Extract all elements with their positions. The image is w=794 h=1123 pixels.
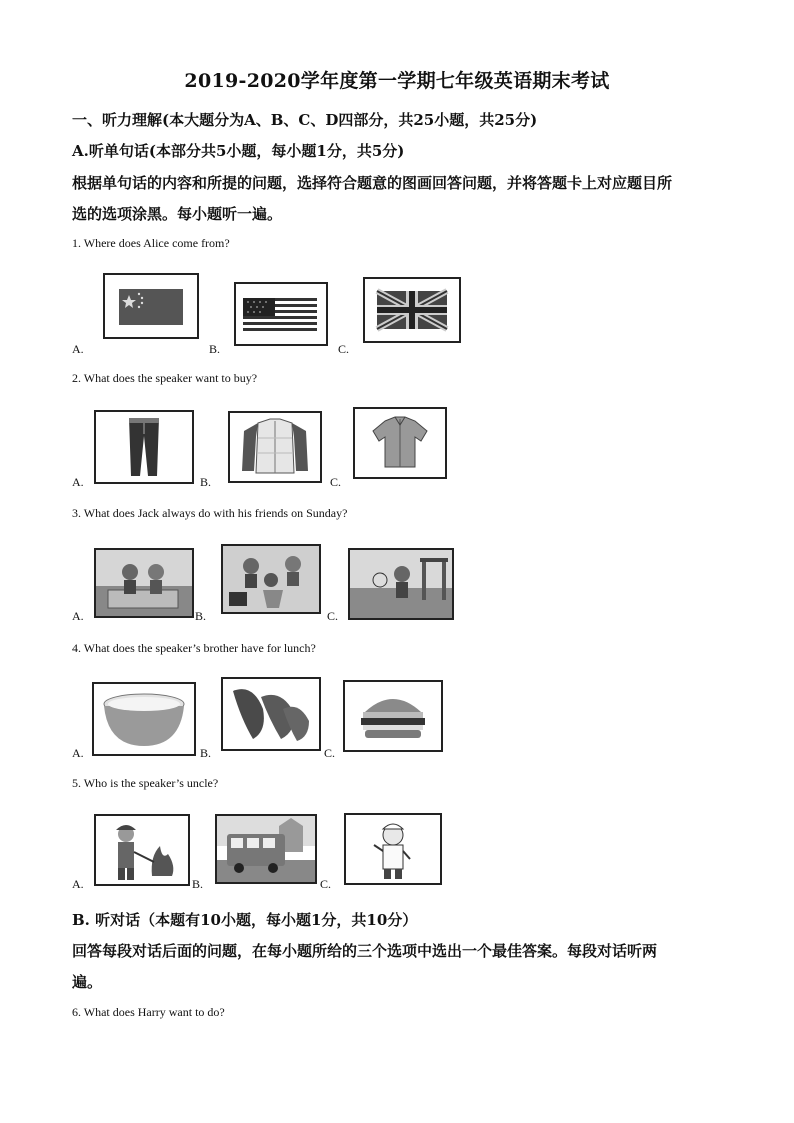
- option-a-label: A.: [72, 609, 84, 623]
- option-b-label: B.: [195, 609, 207, 623]
- bus-icon[interactable]: [215, 814, 317, 884]
- part-heading: 一、听力理解(本大题分为A、B、C、D四部分，共25小题，共25分): [72, 111, 538, 129]
- option-a-label: A.: [72, 746, 84, 760]
- question-6: 6. What does Harry want to do?: [72, 1005, 225, 1019]
- option-c-label: C.: [330, 475, 342, 489]
- question-1: 1. Where does Alice come from?: [72, 236, 230, 250]
- question-3: 3. What does Jack always do with his friends on Sunday?: [72, 506, 348, 520]
- trousers-icon[interactable]: [94, 410, 194, 484]
- option-c-label: C.: [324, 746, 336, 760]
- playground-icon[interactable]: [348, 548, 454, 620]
- option-b-label: B.: [200, 746, 212, 760]
- picnic-icon[interactable]: [94, 548, 194, 618]
- option-b-label: B.: [200, 475, 212, 489]
- uk-flag-icon[interactable]: [363, 277, 461, 343]
- page-title: 2019-2020学年度第一学期七年级英语期末考试: [184, 70, 610, 92]
- section-a-instruction-cont: 选的选项涂黑。每小题听一遍。: [72, 205, 283, 223]
- question-4: 4. What does the speaker’s brother have for lunch?: [72, 641, 316, 655]
- hamburger-icon[interactable]: [343, 680, 443, 752]
- option-b-label: B.: [209, 342, 221, 356]
- option-a-label: A.: [72, 342, 84, 356]
- usa-flag-icon[interactable]: [234, 282, 328, 346]
- section-a-instruction: 根据单句话的内容和所提的问题，选择符合题意的图画回答问题，并将答题卡上对应题目所: [72, 174, 673, 192]
- party-icon[interactable]: [221, 544, 321, 614]
- section-b-instruction: 回答每段对话后面的问题，在每小题所给的三个选项中选出一个最佳答案。每段对话听两: [72, 942, 658, 960]
- option-c-label: C.: [320, 877, 332, 891]
- china-flag-icon[interactable]: [103, 273, 199, 339]
- firefighter-icon[interactable]: [94, 814, 190, 886]
- option-c-label: C.: [338, 342, 350, 356]
- option-c-label: C.: [327, 609, 339, 623]
- doctor-icon[interactable]: [344, 813, 442, 885]
- chicken-wings-icon[interactable]: [221, 677, 321, 751]
- option-b-label: B.: [192, 877, 204, 891]
- question-2: 2. What does the speaker want to buy?: [72, 371, 258, 385]
- option-a-label: A.: [72, 877, 84, 891]
- section-b-heading: B. 听对话（本题有10小题，每小题1分，共10分）: [72, 911, 418, 929]
- question-5: 5. Who is the speaker’s uncle?: [72, 776, 219, 790]
- section-a-heading: A.听单句话(本部分共5小题，每小题1分，共5分): [72, 142, 405, 160]
- option-a-label: A.: [72, 475, 84, 489]
- jacket-icon[interactable]: [228, 411, 322, 483]
- rice-bowl-icon[interactable]: [92, 682, 196, 756]
- section-b-instruction-cont: 遍。: [72, 973, 103, 991]
- shirt-icon[interactable]: [353, 407, 447, 479]
